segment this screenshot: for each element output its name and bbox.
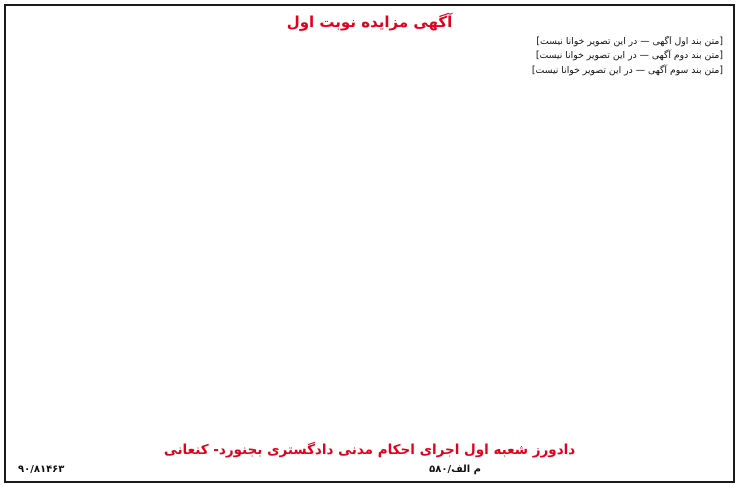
notice-body — [16, 36, 723, 435]
notice-signature: دادورز شعبه اول اجرای احکام مدنی دادگستری بجنورد- کنعانی — [163, 442, 576, 458]
notice-title: آگهی مزایده نوبت اول — [286, 13, 453, 31]
notice-paragraph: [متن بند سوم آگهی — در این تصویر خوانا نیست] — [531, 64, 723, 76]
notice-paragraph: [متن بند اول آگهی — در این تصویر خوانا نیست] — [536, 36, 723, 47]
publication-code: م الف/۵۸۰ — [429, 464, 481, 475]
auction-notice — [4, 4, 735, 483]
notice-footer — [16, 463, 723, 477]
notice-paragraph: [متن بند دوم آگهی — در این تصویر خوانا نیست] — [535, 50, 723, 62]
reference-number: ۹۰/۸۱۴۶۳ — [18, 464, 65, 475]
